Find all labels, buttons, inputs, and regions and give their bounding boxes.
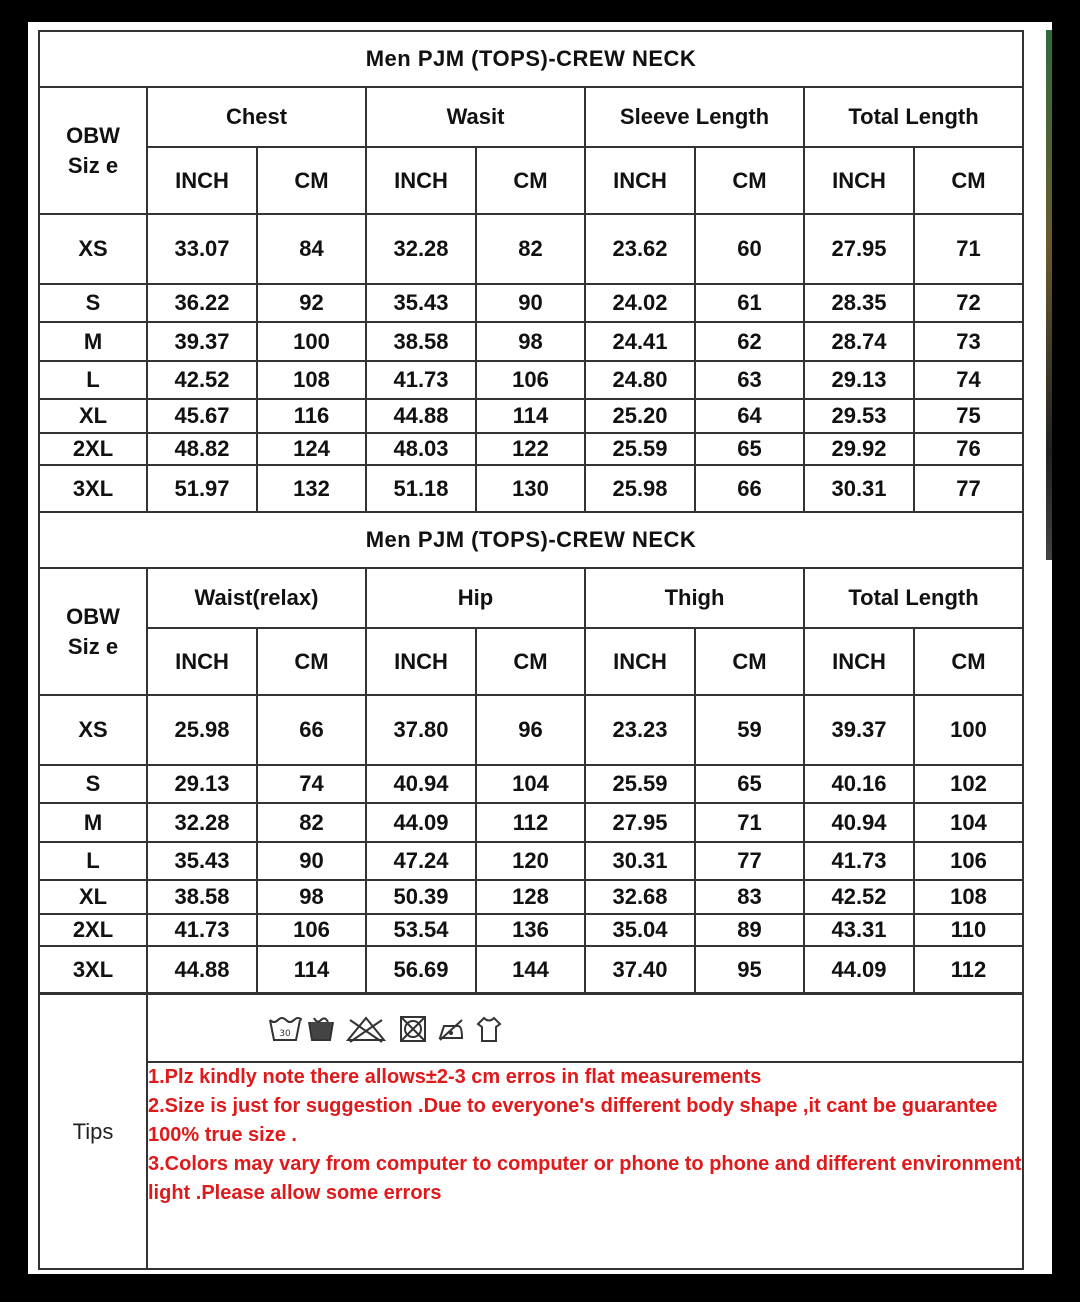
value-cell: 76 <box>914 433 1023 465</box>
value-cell: 124 <box>257 433 366 465</box>
header-sleeve-length: Sleeve Length <box>585 87 804 147</box>
unit-inch: INCH <box>147 628 257 695</box>
value-cell: 25.98 <box>147 695 257 765</box>
value-cell: 32.28 <box>366 214 476 284</box>
value-cell: 24.02 <box>585 284 695 322</box>
value-cell: 110 <box>914 914 1023 946</box>
header-thigh: Thigh <box>585 568 804 628</box>
value-cell: 71 <box>914 214 1023 284</box>
value-cell: 32.68 <box>585 880 695 914</box>
value-cell: 24.41 <box>585 322 695 361</box>
value-cell: 104 <box>476 765 585 803</box>
value-cell: 65 <box>695 765 804 803</box>
value-cell: 33.07 <box>147 214 257 284</box>
value-cell: 102 <box>914 765 1023 803</box>
size-table-tops-2 <box>38 511 1024 994</box>
value-cell: 41.73 <box>147 914 257 946</box>
value-cell: 35.43 <box>366 284 476 322</box>
size-cell: XL <box>39 880 147 914</box>
value-cell: 122 <box>476 433 585 465</box>
table-title: Men PJM (TOPS)-CREW NECK <box>39 512 1023 568</box>
value-cell: 92 <box>257 284 366 322</box>
value-cell: 130 <box>476 465 585 512</box>
table-row <box>39 842 1023 880</box>
unit-inch: INCH <box>804 147 914 214</box>
value-cell: 43.31 <box>804 914 914 946</box>
size-column-header <box>39 87 147 214</box>
value-cell: 28.35 <box>804 284 914 322</box>
value-cell: 74 <box>257 765 366 803</box>
value-cell: 72 <box>914 284 1023 322</box>
value-cell: 38.58 <box>147 880 257 914</box>
table-row <box>39 946 1023 993</box>
size-cell: 3XL <box>39 465 147 512</box>
value-cell: 25.98 <box>585 465 695 512</box>
unit-inch: INCH <box>147 147 257 214</box>
size-header-line2: Siz e <box>67 633 119 659</box>
value-cell: 41.73 <box>366 361 476 399</box>
value-cell: 106 <box>257 914 366 946</box>
size-cell: 2XL <box>39 914 147 946</box>
table-row <box>39 695 1023 765</box>
size-cell: M <box>39 803 147 842</box>
value-cell: 29.53 <box>804 399 914 433</box>
size-cell: XL <box>39 399 147 433</box>
unit-inch: INCH <box>804 628 914 695</box>
header-total-length: Total Length <box>804 568 1023 628</box>
value-cell: 41.73 <box>804 842 914 880</box>
value-cell: 37.80 <box>366 695 476 765</box>
value-cell: 100 <box>914 695 1023 765</box>
value-cell: 116 <box>257 399 366 433</box>
value-cell: 30.31 <box>804 465 914 512</box>
value-cell: 132 <box>257 465 366 512</box>
value-cell: 73 <box>914 322 1023 361</box>
value-cell: 77 <box>695 842 804 880</box>
size-cell: L <box>39 842 147 880</box>
value-cell: 63 <box>695 361 804 399</box>
value-cell: 44.88 <box>366 399 476 433</box>
value-cell: 144 <box>476 946 585 993</box>
table-row <box>39 433 1023 465</box>
value-cell: 59 <box>695 695 804 765</box>
value-cell: 66 <box>695 465 804 512</box>
size-table-tops-1 <box>38 30 1024 513</box>
table-row <box>39 322 1023 361</box>
size-cell: XS <box>39 214 147 284</box>
tips-label: Tips <box>39 994 147 1269</box>
size-cell: 3XL <box>39 946 147 993</box>
value-cell: 96 <box>476 695 585 765</box>
unit-inch: INCH <box>585 628 695 695</box>
value-cell: 23.23 <box>585 695 695 765</box>
table-row <box>39 361 1023 399</box>
hand-wash-icon <box>306 1014 334 1042</box>
value-cell: 128 <box>476 880 585 914</box>
value-cell: 37.40 <box>585 946 695 993</box>
wash-30-icon <box>268 1014 296 1042</box>
value-cell: 48.82 <box>147 433 257 465</box>
value-cell: 60 <box>695 214 804 284</box>
value-cell: 40.94 <box>804 803 914 842</box>
value-cell: 29.13 <box>147 765 257 803</box>
value-cell: 44.09 <box>804 946 914 993</box>
value-cell: 28.74 <box>804 322 914 361</box>
value-cell: 84 <box>257 214 366 284</box>
value-cell: 25.20 <box>585 399 695 433</box>
unit-inch: INCH <box>366 147 476 214</box>
size-cell: S <box>39 765 147 803</box>
value-cell: 82 <box>476 214 585 284</box>
value-cell: 44.09 <box>366 803 476 842</box>
unit-cm: CM <box>257 628 366 695</box>
size-header-line2: Siz e <box>67 152 119 178</box>
size-column-header <box>39 568 147 695</box>
size-header-line1: OBW <box>66 603 120 629</box>
value-cell: 106 <box>476 361 585 399</box>
value-cell: 64 <box>695 399 804 433</box>
value-cell: 39.37 <box>804 695 914 765</box>
value-cell: 108 <box>914 880 1023 914</box>
value-cell: 27.95 <box>585 803 695 842</box>
value-cell: 62 <box>695 322 804 361</box>
unit-cm: CM <box>257 147 366 214</box>
value-cell: 106 <box>914 842 1023 880</box>
unit-cm: CM <box>476 147 585 214</box>
care-icons-row <box>147 994 1023 1062</box>
value-cell: 90 <box>257 842 366 880</box>
value-cell: 98 <box>257 880 366 914</box>
value-cell: 61 <box>695 284 804 322</box>
table-title: Men PJM (TOPS)-CREW NECK <box>39 31 1023 87</box>
value-cell: 35.04 <box>585 914 695 946</box>
unit-cm: CM <box>914 628 1023 695</box>
background-photo-edge <box>1046 30 1052 560</box>
svg-text:30: 30 <box>279 1029 291 1039</box>
value-cell: 77 <box>914 465 1023 512</box>
table-row <box>39 399 1023 433</box>
value-cell: 90 <box>476 284 585 322</box>
value-cell: 89 <box>695 914 804 946</box>
value-cell: 45.67 <box>147 399 257 433</box>
value-cell: 95 <box>695 946 804 993</box>
value-cell: 108 <box>257 361 366 399</box>
value-cell: 98 <box>476 322 585 361</box>
value-cell: 136 <box>476 914 585 946</box>
value-cell: 82 <box>257 803 366 842</box>
header-hip: Hip <box>366 568 585 628</box>
value-cell: 112 <box>914 946 1023 993</box>
unit-cm: CM <box>476 628 585 695</box>
value-cell: 75 <box>914 399 1023 433</box>
value-cell: 114 <box>476 399 585 433</box>
value-cell: 51.18 <box>366 465 476 512</box>
tip-note-2: 2.Size is just for suggestion .Due to everyone's different body shape ,it cant be guarantee 100% true size . <box>148 1095 998 1146</box>
no-tumble-dry-icon <box>398 1014 426 1042</box>
size-chart-sheet <box>28 22 1052 1274</box>
value-cell: 40.16 <box>804 765 914 803</box>
tips-table <box>38 993 1024 1270</box>
header-chest: Chest <box>147 87 366 147</box>
value-cell: 29.92 <box>804 433 914 465</box>
value-cell: 35.43 <box>147 842 257 880</box>
value-cell: 50.39 <box>366 880 476 914</box>
value-cell: 114 <box>257 946 366 993</box>
value-cell: 100 <box>257 322 366 361</box>
value-cell: 74 <box>914 361 1023 399</box>
table-row <box>39 765 1023 803</box>
value-cell: 25.59 <box>585 765 695 803</box>
value-cell: 65 <box>695 433 804 465</box>
size-cell: XS <box>39 695 147 765</box>
unit-cm: CM <box>695 628 804 695</box>
value-cell: 44.88 <box>147 946 257 993</box>
value-cell: 51.97 <box>147 465 257 512</box>
table-row <box>39 214 1023 284</box>
value-cell: 32.28 <box>147 803 257 842</box>
header-waist: Wasit <box>366 87 585 147</box>
no-bleach-icon <box>344 1014 388 1042</box>
header-total-length: Total Length <box>804 87 1023 147</box>
value-cell: 47.24 <box>366 842 476 880</box>
value-cell: 48.03 <box>366 433 476 465</box>
table-row <box>39 803 1023 842</box>
table-row <box>39 914 1023 946</box>
value-cell: 27.95 <box>804 214 914 284</box>
value-cell: 83 <box>695 880 804 914</box>
unit-inch: INCH <box>366 628 476 695</box>
unit-cm: CM <box>695 147 804 214</box>
table-row <box>39 465 1023 512</box>
tips-notes <box>147 1062 1023 1269</box>
value-cell: 40.94 <box>366 765 476 803</box>
unit-inch: INCH <box>585 147 695 214</box>
hang-dry-icon <box>474 1014 502 1042</box>
tip-note-3: 3.Colors may vary from computer to computer or phone to phone and different environment light .Please allow some errors <box>148 1153 1022 1204</box>
table-row <box>39 880 1023 914</box>
unit-cm: CM <box>914 147 1023 214</box>
value-cell: 39.37 <box>147 322 257 361</box>
iron-low-icon <box>436 1014 464 1042</box>
table-row <box>39 284 1023 322</box>
size-header-line1: OBW <box>66 122 120 148</box>
value-cell: 112 <box>476 803 585 842</box>
value-cell: 30.31 <box>585 842 695 880</box>
value-cell: 25.59 <box>585 433 695 465</box>
size-cell: 2XL <box>39 433 147 465</box>
header-waist-relax: Waist(relax) <box>147 568 366 628</box>
value-cell: 56.69 <box>366 946 476 993</box>
size-cell: L <box>39 361 147 399</box>
value-cell: 24.80 <box>585 361 695 399</box>
value-cell: 23.62 <box>585 214 695 284</box>
size-cell: S <box>39 284 147 322</box>
value-cell: 104 <box>914 803 1023 842</box>
size-cell: M <box>39 322 147 361</box>
value-cell: 38.58 <box>366 322 476 361</box>
value-cell: 42.52 <box>147 361 257 399</box>
value-cell: 29.13 <box>804 361 914 399</box>
value-cell: 42.52 <box>804 880 914 914</box>
value-cell: 71 <box>695 803 804 842</box>
value-cell: 36.22 <box>147 284 257 322</box>
value-cell: 53.54 <box>366 914 476 946</box>
tip-note-1: 1.Plz kindly note there allows±2-3 cm erros in flat measurements <box>148 1066 762 1088</box>
value-cell: 120 <box>476 842 585 880</box>
value-cell: 66 <box>257 695 366 765</box>
